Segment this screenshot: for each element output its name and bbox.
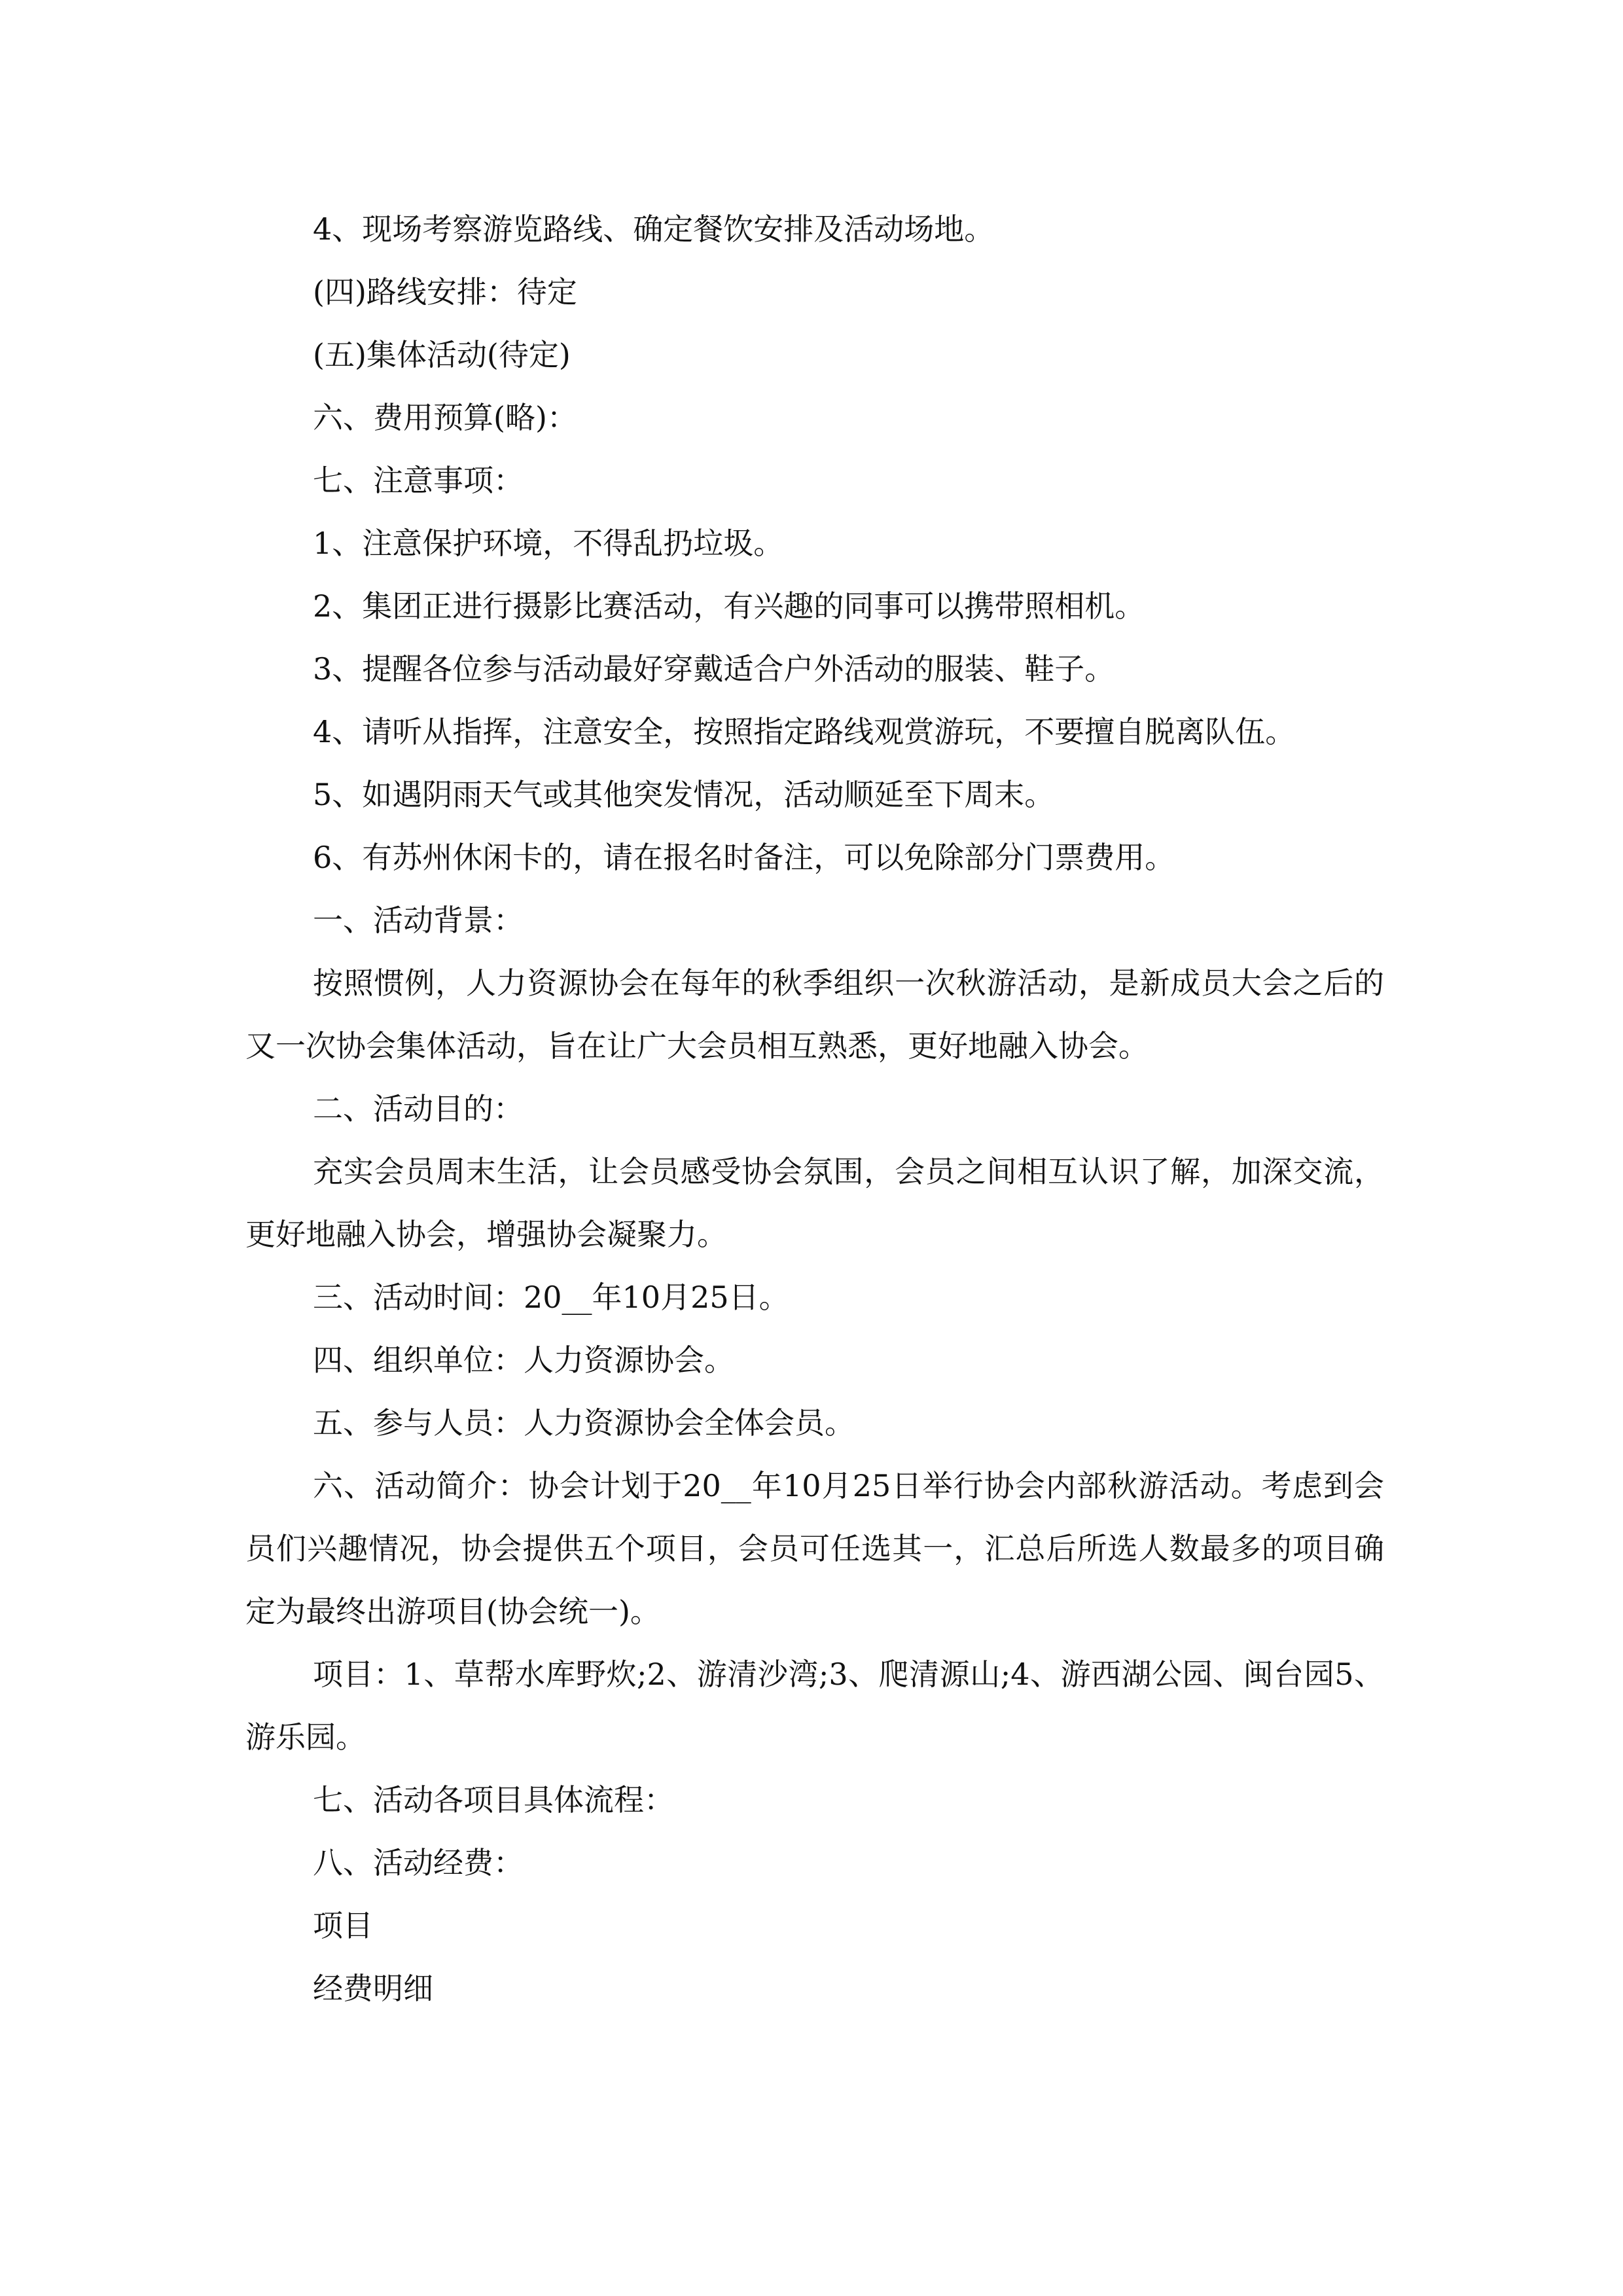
paragraph-participants: 五、参与人员：人力资源协会全体会员。 xyxy=(313,1405,855,1441)
paragraph-budget-heading: 六、费用预算(略)： xyxy=(313,400,577,435)
paragraph-project-label: 项目 xyxy=(313,1908,373,1943)
paragraph-funding-details-label: 经费明细 xyxy=(313,1971,433,2006)
paragraph-background-body: 按照惯例，人力资源协会在每年的秋季组织一次秋游活动，是新成员大会之后的又一次协会集体活动，旨在让广大会员相互熟悉，更好地融入协会。 xyxy=(245,965,1384,1064)
paragraph-organizer: 四、组织单位：人力资源协会。 xyxy=(313,1342,734,1378)
paragraph-note-6: 6、有苏州休闲卡的，请在报名时备注，可以免除部分门票费用。 xyxy=(313,840,1175,875)
paragraph-purpose-heading: 二、活动目的： xyxy=(313,1091,524,1126)
paragraph-notes-heading: 七、注意事项： xyxy=(313,463,524,498)
paragraph-group-activity: (五)集体活动(待定) xyxy=(313,337,571,372)
paragraph-route-arrangement: (四)路线安排：待定 xyxy=(313,274,577,310)
paragraph-background-heading: 一、活动背景： xyxy=(313,903,524,938)
paragraph-note-1: 1、注意保护环境，不得乱扔垃圾。 xyxy=(313,526,784,561)
paragraph-process-heading: 七、活动各项目具体流程： xyxy=(313,1782,674,1818)
paragraph-note-5: 5、如遇阴雨天气或其他突发情况，活动顺延至下周末。 xyxy=(313,777,1055,812)
paragraph-activity-time: 三、活动时间：20__年10月25日。 xyxy=(313,1280,789,1315)
document-body xyxy=(245,198,1384,2020)
paragraph-purpose-body: 充实会员周末生活，让会员感受协会氛围，会员之间相互认识了解，加深交流，更好地融入协会，增强协会凝聚力。 xyxy=(245,1154,1384,1252)
paragraph-project-options: 项目：1、草帮水库野炊;2、游清沙湾;3、爬清源山;4、游西湖公园、闽台园5、游乐园。 xyxy=(245,1657,1384,1755)
paragraph-funding-heading: 八、活动经费： xyxy=(313,1845,524,1880)
paragraph-note-2: 2、集团正进行摄影比赛活动，有兴趣的同事可以携带照相机。 xyxy=(313,588,1145,624)
paragraph-note-3: 3、提醒各位参与活动最好穿戴适合户外活动的服装、鞋子。 xyxy=(313,651,1115,687)
paragraph-note-4: 4、请听从指挥，注意安全，按照指定路线观赏游玩，不要擅自脱离队伍。 xyxy=(313,714,1296,749)
paragraph-activity-intro: 六、活动简介：协会计划于20__年10月25日举行协会内部秋游活动。考虑到会员们兴趣情况，协会提供五个项目，会员可任选其一，汇总后所选人数最多的项目确定为最终出游项目(协会统一)。 xyxy=(245,1468,1384,1629)
paragraph-site-inspection: 4、现场考察游览路线、确定餐饮安排及活动场地。 xyxy=(313,211,995,247)
